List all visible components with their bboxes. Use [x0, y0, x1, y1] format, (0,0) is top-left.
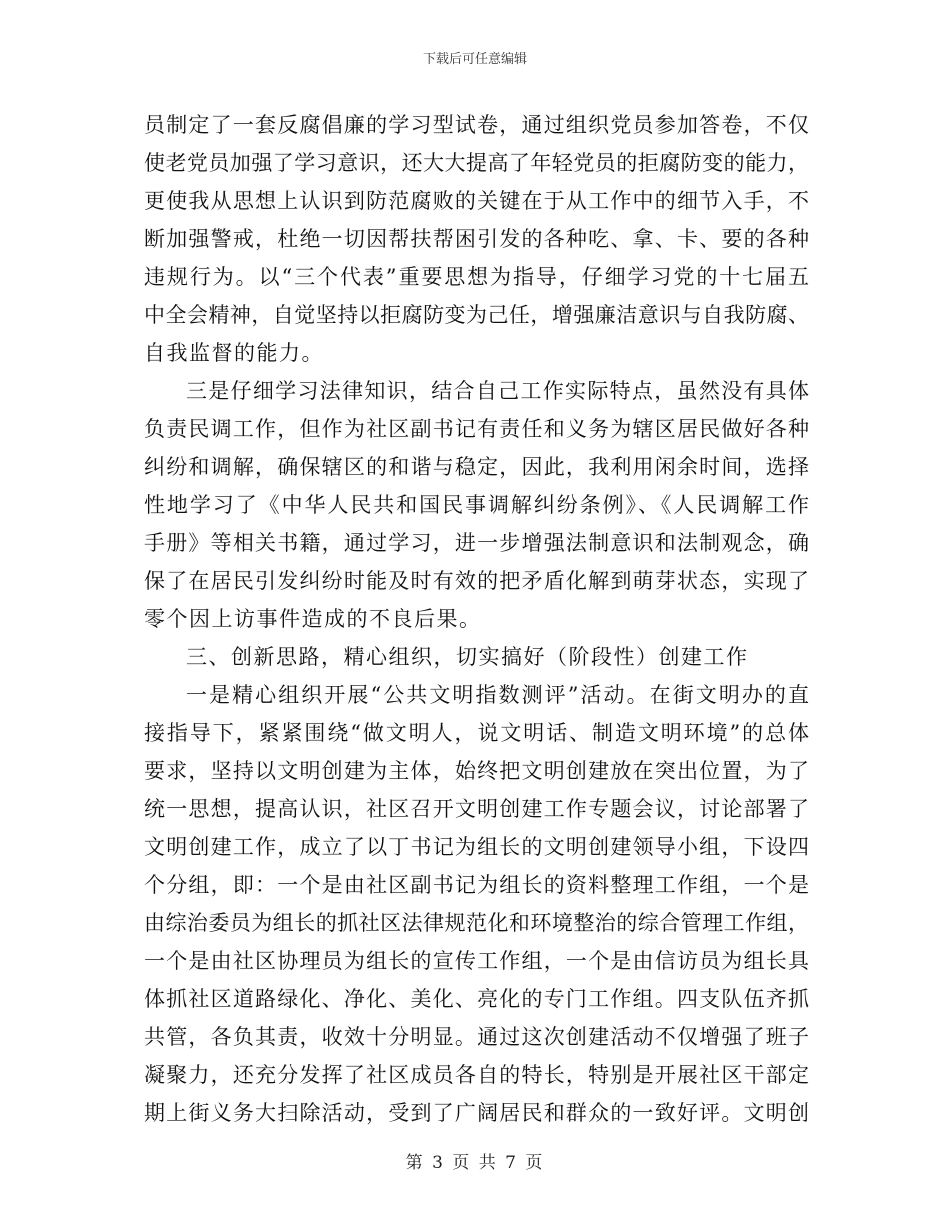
text-line: 自我监督的能力。	[144, 341, 324, 365]
paragraph-law-study	[144, 372, 809, 638]
text-line: 手册》等相关书籍，通过学习，进一步增强法制意识和法制观念，确	[144, 531, 809, 555]
text-line: 凝聚力，还充分发挥了社区成员各自的特长，特别是开展社区干部定	[144, 1063, 809, 1087]
text-line: 期上街义务大扫除活动，受到了广阔居民和群众的一致好评。文明创	[144, 1101, 809, 1125]
page-header: 下载后可任意编辑	[422, 52, 527, 67]
text-line: 性地学习了《中华人民共和国民事调解纠纷条例》、《人民调解工作	[144, 493, 809, 517]
text-line: 违规行为。以“三个代表”重要思想为指导，仔细学习党的十七届五	[144, 265, 809, 289]
section-heading-text: 三、创新思路，精心组织，切实搞好（阶段性）创建工作	[186, 645, 749, 669]
text-line: 体抓社区道路绿化、净化、美化、亮化的专门工作组。四支队伍齐抓	[144, 987, 809, 1011]
text-line: 零个因上访事件造成的不良后果。	[144, 607, 482, 631]
text-line: 接指导下，紧紧围绕“做文明人，说文明话、制造文明环境”的总体	[144, 721, 809, 745]
text-line: 一是精心组织开展“公共文明指数测评”活动。在街文明办的直	[186, 683, 809, 707]
section-heading	[144, 638, 809, 676]
paragraph-anti-corruption	[144, 106, 809, 372]
text-line: 要求，坚持以文明创建为主体，始终把文明创建放在突出位置，为了	[144, 759, 809, 783]
text-line: 保了在居民引发纠纷时能及时有效的把矛盾化解到萌芽状态，实现了	[144, 569, 809, 593]
document-body	[144, 106, 809, 1132]
text-line: 文明创建工作，成立了以丁书记为组长的文明创建领导小组，下设四	[144, 835, 809, 859]
text-line: 员制定了一套反腐倡廉的学习型试卷，通过组织党员参加答卷，不仅	[144, 113, 809, 137]
text-line: 更使我从思想上认识到防范腐败的关键在于从工作中的细节入手，不	[144, 189, 809, 213]
text-line: 负责民调工作，但作为社区副书记有责任和义务为辖区居民做好各种	[144, 417, 809, 441]
paragraph-civilization-evaluation	[144, 676, 809, 1132]
page-number: 第 3 页 共 7 页	[405, 1153, 545, 1173]
text-line: 使老党员加强了学习意识，还大大提高了年轻党员的拒腐防变的能力，	[144, 151, 809, 175]
text-line: 由综治委员为组长的抓社区法律规范化和环境整治的综合管理工作组，	[144, 911, 809, 935]
text-line: 共管，各负其责，收效十分明显。通过这次创建活动不仅增强了班子	[144, 1025, 809, 1049]
text-line: 断加强警戒，杜绝一切因帮扶帮困引发的各种吃、拿、卡、要的各种	[144, 227, 809, 251]
text-line: 中全会精神，自觉坚持以拒腐防变为己任，增强廉洁意识与自我防腐、	[144, 303, 809, 327]
text-line: 统一思想，提高认识，社区召开文明创建工作专题会议，讨论部署了	[144, 797, 809, 821]
text-line: 个分组，即：一个是由社区副书记为组长的资料整理工作组，一个是	[144, 873, 809, 897]
text-line: 纠纷和调解，确保辖区的和谐与稳定，因此，我利用闲余时间，选择	[144, 455, 809, 479]
text-line: 三是仔细学习法律知识，结合自己工作实际特点，虽然没有具体	[186, 379, 809, 403]
text-line: 一个是由社区协理员为组长的宣传工作组，一个是由信访员为组长具	[144, 949, 809, 973]
